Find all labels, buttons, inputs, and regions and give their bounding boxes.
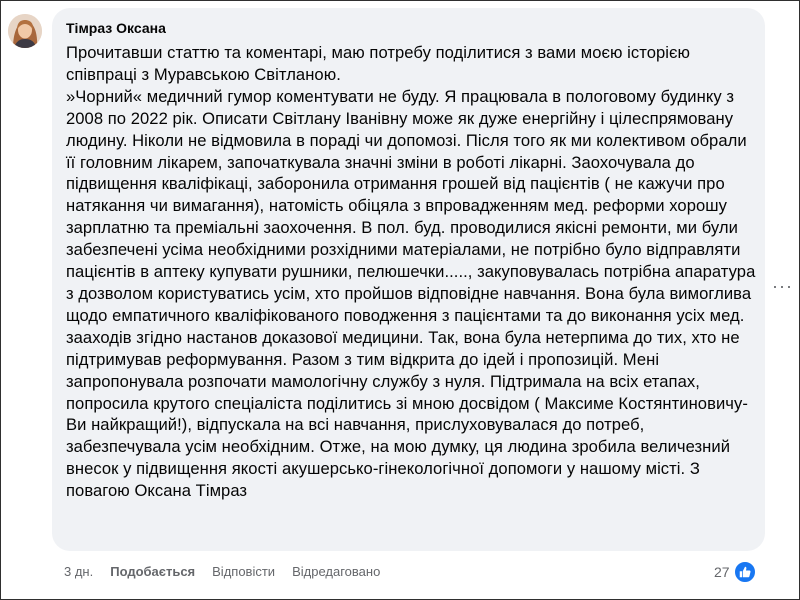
- avatar[interactable]: [8, 14, 42, 48]
- comment-bubble: [52, 8, 765, 551]
- comment-paragraph: Прочитавши статтю та коментарі, маю потребу поділитися з вами моєю історією співпраці з Муравською Світланою.: [66, 43, 691, 84]
- more-options-icon[interactable]: ···: [772, 276, 793, 296]
- thumbs-up-icon: [733, 560, 757, 584]
- comment-paragraph: »Чорний« медичний гумор коментувати не буду. Я працювала в пологовому будинку з 2008 по 2022 рік. Описати Світлану Іванівну може як дуже енергійну і цілеспрямовану людину. Ніколи не відмовила в пораді чи допомозі. Після того як ми колективом обрали її головним лікарем, започаткувала значні зміни в роботі лікарні. Заохочувала до підвищення кваліфікаці, заборонила отримання грошей від пацієнтів ( не кажучи про натякання чи вимагання), натомість обіцяла з впровадженням мед. реформи хорошу зарплатню та преміальні заохочення. В пол. буд. проводилися якісні ремонти, ми були забезпечені усіма необхідними розхідними матеріалами, не потрібно було відправляти пацієнтів в аптеку купувати рушники, пелюшечки....., закуповувалась потрібна апаратура з дозволом користуватись усім, хто пройшов відповідне навчання. Вона була вимоглива щодо емпатичного кваліфікованого поводження з пацієнтами та до виконання усіх мед. зааходів згідно настанов доказової медицини. Так, вона була нетерпима до тих, хто не підтримував реформування. Разом з тим відкрита до ідей і пропозицій. Мені запропонувала розпочати мамологічну службу з нуля. Підтримала на всіх етапах, попросила крутого спеціаліста поділитись зі мною досвідом ( Максиме Костянтиновичу- Ви найкращий!), відпускала на всі навчання, прислуховувалася до потреб, забезпечувала усім необхідним. Отже, на мою думку, ця людина зробила величезний внесок у підвищення якості акушерсько-гінекологічної допомоги у нашому місті. З повагою Оксана Тімраз: [66, 86, 756, 501]
- reaction-count: 27: [714, 564, 730, 580]
- comment-text: [66, 42, 756, 502]
- reaction-summary[interactable]: [714, 560, 757, 584]
- comment-actions: [64, 564, 397, 579]
- reply-button[interactable]: Відповісти: [212, 564, 276, 579]
- like-button[interactable]: Подобається: [110, 564, 196, 579]
- avatar-image: [8, 14, 42, 48]
- edited-label[interactable]: Відредаговано: [292, 564, 381, 579]
- comment-author[interactable]: Тімраз Оксана: [66, 20, 166, 36]
- timestamp-link[interactable]: 3 дн.: [64, 564, 94, 579]
